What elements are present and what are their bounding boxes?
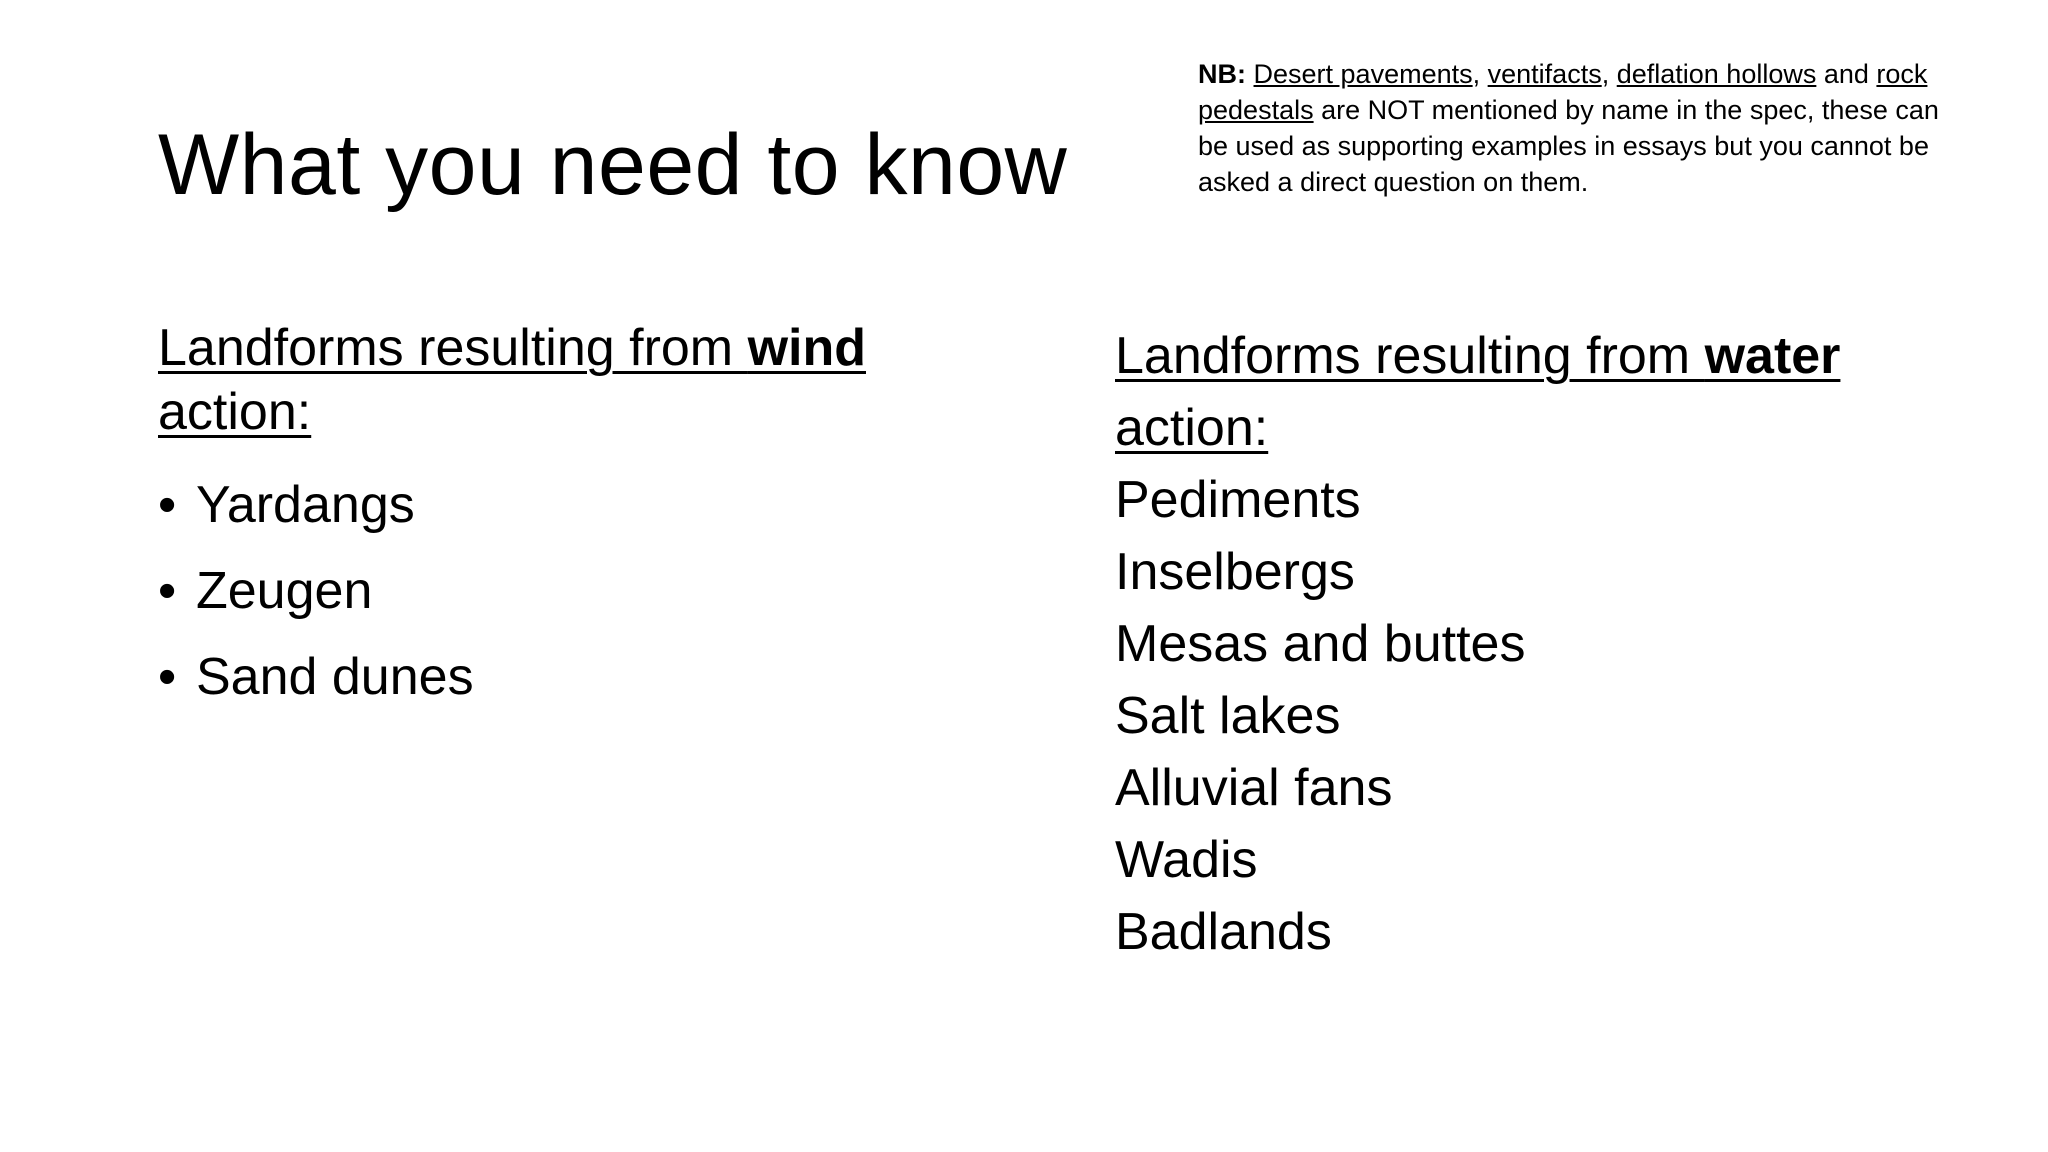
bullet-icon: • bbox=[158, 476, 177, 534]
heading-prefix: Landforms resulting from bbox=[158, 319, 748, 377]
list-item bbox=[158, 462, 978, 548]
list-item: Badlands bbox=[1115, 903, 1332, 961]
note-body-text: are NOT mentioned by name in the spec, these can be used as supporting examples in essays but you cannot be asked a direct question on them. bbox=[1198, 95, 1939, 197]
wind-landforms-column bbox=[158, 316, 978, 720]
bullet-icon: • bbox=[158, 648, 177, 706]
list-item-label: Sand dunes bbox=[196, 648, 474, 706]
note-term-rock-pedestals: rock pedestals bbox=[1198, 59, 1928, 125]
list-item: Alluvial fans bbox=[1115, 759, 1393, 817]
list-item: Wadis bbox=[1115, 831, 1258, 889]
wind-landforms-list bbox=[158, 462, 978, 720]
list-item-label: Yardangs bbox=[196, 476, 415, 534]
heading-suffix: action: bbox=[158, 383, 312, 441]
note-separator: and bbox=[1816, 59, 1877, 89]
list-item bbox=[158, 634, 978, 720]
list-item: Inselbergs bbox=[1115, 543, 1355, 601]
note-label: NB: bbox=[1198, 59, 1246, 89]
list-item: Salt lakes bbox=[1115, 687, 1341, 745]
list-item: Pediments bbox=[1115, 471, 1361, 529]
slide-title: What you need to know bbox=[158, 117, 1068, 213]
note-term-desert-pavements: Desert pavements bbox=[1253, 59, 1473, 89]
note-box bbox=[1198, 56, 1948, 200]
heading-suffix: action: bbox=[1115, 399, 1269, 457]
list-item-label: Zeugen bbox=[196, 562, 373, 620]
water-landforms-heading bbox=[1115, 320, 1995, 464]
bullet-icon: • bbox=[158, 562, 177, 620]
water-landforms-list bbox=[1115, 464, 1995, 968]
heading-keyword-wind: wind bbox=[747, 319, 866, 377]
heading-prefix: Landforms resulting from bbox=[1115, 327, 1705, 385]
list-item bbox=[158, 548, 978, 634]
note-term-deflation-hollows: deflation hollows bbox=[1616, 59, 1817, 89]
wind-landforms-heading bbox=[158, 316, 978, 444]
list-item: Mesas and buttes bbox=[1115, 615, 1526, 673]
water-landforms-column bbox=[1115, 320, 1995, 968]
note-separator: , bbox=[1472, 59, 1488, 89]
note-term-ventifacts: ventifacts bbox=[1487, 59, 1602, 89]
note-separator: , bbox=[1601, 59, 1617, 89]
heading-keyword-water: water bbox=[1704, 327, 1841, 385]
